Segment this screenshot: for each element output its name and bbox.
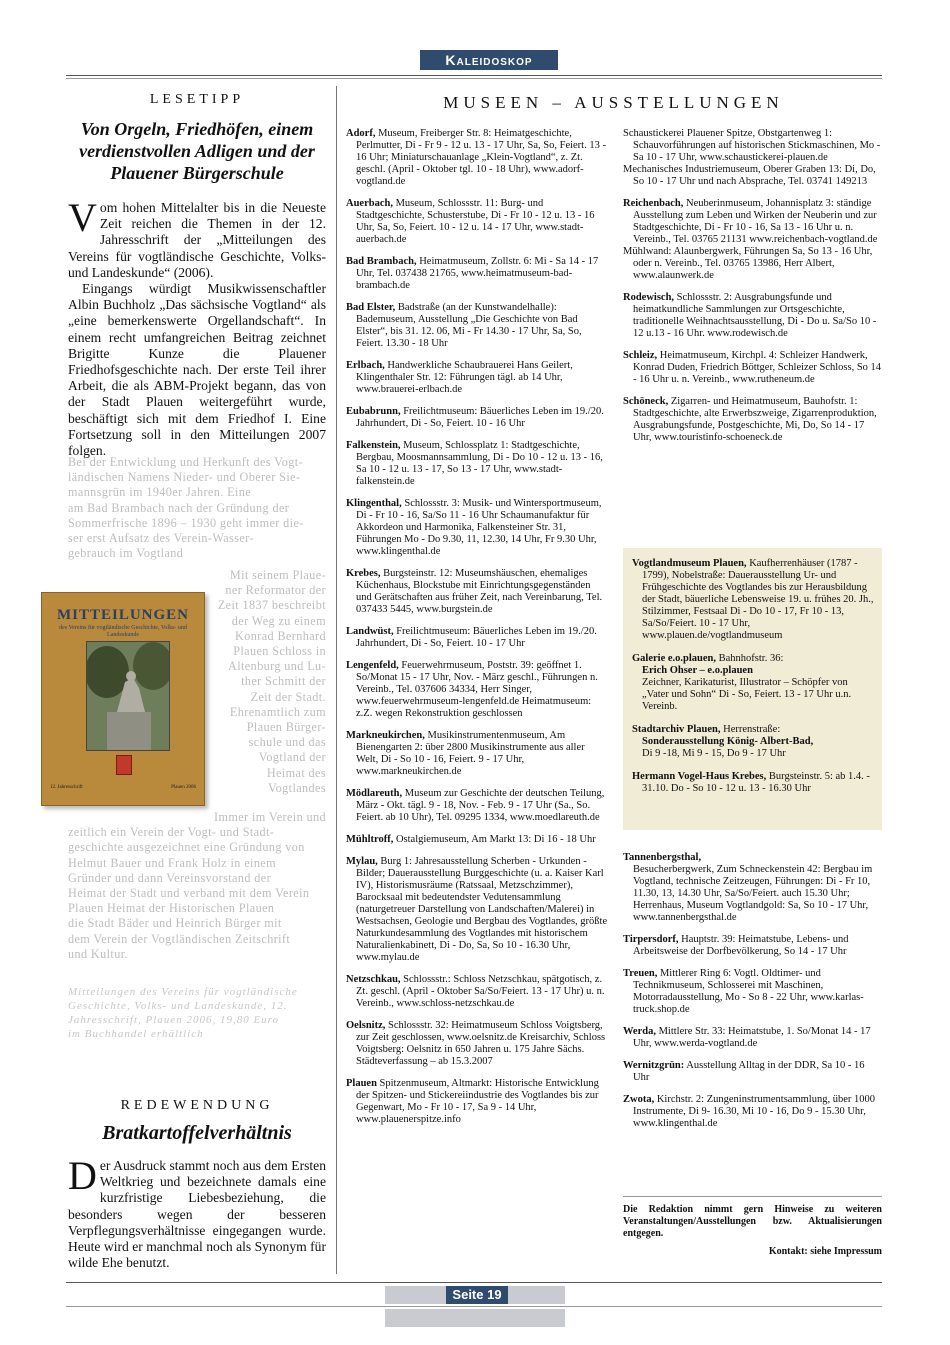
list-item: Zwota, Kirchstr. 2: Zungeninstrumentsammlung, über 1000 Instrumente, Di 9- 16.30, Mi 10 - 16, Do 9 - 15.30 Uhr, www.klingenthal.de [623, 1094, 875, 1129]
list-item: Markneukirchen, Musikinstrumentenmuseum, Am Bienengarten 2: über 2800 Musikinstrumente aus aller Welt, Di - So 10 - 16, Feiert. 9 - 17 Uhr, www.markneukirchen.de [346, 730, 585, 777]
list-item: Auerbach, Museum, Schlossstr. 11: Burg- und Stadtgeschichte, Schusterstube, Di - Fr 10 - 12 u. 13 - 16 Uhr, Sa, So, Feiert. 10 - 12 u. 14 - 17 Uhr, www.stadt-auerbach.de [346, 198, 595, 245]
editorial-note: Die Redaktion nimmt gern Hinweise zu weiteren Veranstaltungen/Ausstellungen bzw. Aktualisierungen entgegen. [623, 1204, 882, 1239]
footer-rule [66, 1282, 882, 1283]
list-item: Schleiz, Heimatmuseum, Kirchpl. 4: Schleizer Handwerk, Konrad Duden, Friedrich Böttger, Schleizer Schloss, So 14 - 16 Uhr u. n. Vereinb., www.rutheneum.de [623, 350, 882, 385]
list-item: Rodewisch, Schlossstr. 2: Ausgrabungsfunde und heimatkundliche Sammlungen zur Ortsgeschichte, traditionelle Weihnachtsausstellung, Di - Do u. Sa/So 10 - 12 u.13 - 16 Uhr. www.rodewisch.de [623, 292, 877, 339]
museum-list-col1 [346, 128, 608, 1136]
book-title: MITTEILUNGEN [56, 607, 190, 623]
statue-icon [87, 642, 169, 750]
list-item: Krebes, Burgsteinstr. 12: Museumshäuschen, ehemaliges Küchenhaus, Blockstube mit Einrichtungsgegenständen und Gerätschaften aus früher Zeit, nach Vereinbarung, Tel. 037433 5445, www.burgstein.de [346, 568, 603, 615]
list-item: Vogtlandmuseum Plauen, Kaufherrenhäuser (1787 - 1799), Nobelstraße: Dauerausstellung Ur- und Frühgeschichte des Vogtlandes bis zur Herausbildung der Stadt, bäuerliche Lebensweise 19. u. frühes 20. Jh., Stilzimmer, Festsaal Di - Do 10 - 17, Fr 10 - 13, Sa/So/Feiert. 10 - 17 Uhr, www.plauen.de/vogtlandmuseum [632, 558, 874, 641]
museen-kicker: MUSEEN – AUSSTELLUNGEN [443, 93, 784, 112]
faded-text-right: Mit seinem Plaue- ner Reformator der Zeit 1837 beschreibt der Weg zu einem Konrad Bernhard Plauen Schloss in Altenburg und Lu- ther Schmitt der Zeit der Stadt. Ehrenamtlich zum Plauen Bürger- schule und das Vogtland der Heimat des Vogtlandes [217, 568, 326, 795]
list-item: Klingenthal, Schlossstr. 3: Musik- und Wintersportmuseum, Di - Fr 10 - 16, Sa/So 11 - 16 Uhr Schaumanufaktur für Akkordeon und Harmonika, Falkensteiner Str. 31, Führungen Mo - Do 9.30, 11, 12.30, 14 Uhr, Fr 9.30 Uhr, www.klingenthal.de [346, 498, 602, 557]
list-item: Mödlareuth, Museum zur Geschichte der deutschen Teilung, März - Okt. tägl. 9 - 18, Nov. - Feb. 9 - 17 Uhr (Sa., So. Feiert. ab 10 Uhr), Tel. 09295 1334, www.moedlareuth.de [346, 788, 605, 823]
book-footer: 12. Jahresschrift Plauen 2006 [50, 785, 196, 790]
list-item: Oelsnitz, Schlossstr. 32: Heimatmuseum Schloss Voigtsberg, zur Zeit geschlossen, www.oelsnitz.de Kreisarchiv, Schloss Voigtsberg: Oelsnitz in 650 Jahren u. 175 Jahre Sächs. Städteverfassung – ab 15.3.2007 [346, 1020, 606, 1067]
paragraph-1: om hohen Mittelalter bis in die Neueste Zeit reichen die Themen in der 12. Jahresschrift der „Mitteilungen des Vereins für vogtländische Geschichte, Volks- und Landeskunde“ (2006). [68, 200, 326, 280]
list-item: Hermann Vogel-Haus Krebes, Burgsteinstr. 5: ab 1.4. - 31.10. Do - So 10 - 12 u. 13 - 16.30 Uhr [632, 771, 870, 794]
list-item: Falkenstein, Museum, Schlossplatz 1: Stadtgeschichte, Bergbau, Moosmannsammlung, Di - Do 10 - 12 u. 13 - 16, Sa 10 - 12 u. 13 - 17, So 13 - 17 Uhr, www.stadt-falkenstein.de [346, 440, 603, 487]
lesetipp-headline: Von Orgeln, Friedhöfen, einem verdienstvollen Adligen und der Plauener Bürgerschule [79, 119, 315, 183]
list-item: Landwüst, Freilichtmuseum: Bäuerliches Leben im 19./20. Jahrhundert, Di - So, Feiert. 10 - 17 Uhr [346, 626, 597, 649]
redewendung-kicker: REDEWENDUNG [120, 1098, 274, 1113]
header-rule-2 [66, 78, 882, 79]
museum-list-col2-bottom [623, 852, 882, 1140]
list-item: Mühlwand: Alaunbergwerk, Führungen Sa, So 13 - 16 Uhr, oder n. Vereinb., Tel. 03765 13986, Herr Albert, www.alaunwerk.de [623, 246, 873, 281]
list-item: Erlbach, Handwerkliche Schaubrauerei Hans Geilert, Klingenthaler Str. 12: Führungen tägl. ab 14 Uhr, www.brauerei-erlbach.de [346, 360, 573, 395]
faded-text-bottom: Immer im Verein und zeitlich ein Verein der Vogt- und Stadt- geschichte ausgezeichnet eine Gründung von Helmut Bauer und Frank Holz in einem Gründer und dann Vereinsvorstand der Heimat der Stadt und verband mit dem Verein Plauen Heimat der Historischen Plauen die Stadt Bäder und Heinrich Bürger mit dem Verein der Vogtländischen Zeitschrift und Kultur. [68, 810, 326, 961]
list-item: Treuen, Mittlerer Ring 6: Vogtl. Oldtimer- und Technikmuseum, Schlosserei mit Maschinen, Motorradausstellung, Mo - So 8 - 22 Uhr, www.karlas-truck.shop.de [623, 968, 864, 1015]
list-item: Eubabrunn, Freilichtmuseum: Bäuerliches Leben im 19./20. Jahrhundert, Di - So, Feiert. 10 - 16 Uhr [346, 406, 604, 429]
lesetipp-body [68, 195, 326, 459]
list-item: Tannenbergsthal, Besucherbergwerk, Zum Schneckenstein 42: Bergbau im Vogtland, technische Zeitzeugen, Führungen: Di - Fr 10, 11.30, 13, 14.30 Uhr, Sa/So/Feiert. auch 15.30 Uhr; Herrenhaus, Museum Vogtlandgold: Sa, So 10 - 17 Uhr, www.tannenbergsthal.de [623, 852, 873, 923]
list-item: Tirpersdorf, Hauptstr. 39: Heimatstube, Lebens- und Arbeitsweise der Dorfbevölkerung, So 14 - 17 Uhr [623, 934, 849, 957]
paragraph-2: Eingangs würdigt Musikwissenschaftler Albin Buchholz „Das sächsische Vogtland“ als „eine bemerkenswerte Orgellandschaft“. In einem recht umfangreichen Beitrag zeichnet Brigitte Kunze die Plauener Friedhofsgeschichte nach. Der erste Teil ihrer Arbeit, die als ABM-Projekt begann, das von der Stadt Plauen weitergeführt wurde, beschäftigt sich mit dem Friedhof I. Eine Fortsetzung soll in den Mitteilungen 2007 folgen. [68, 281, 326, 459]
list-item: Reichenbach, Neuberinmuseum, Johannisplatz 3: ständige Ausstellung zum Leben und Wirken der Neuberin und zur Stadtgeschichte, Di - Fr 10 - 16, Sa 13 - 16 Uhr u. n. Vereinb., Tel. 03765 21131 www.reichenbach-vogtland.de [623, 198, 878, 245]
section-header: Kaleidoskop [420, 50, 558, 70]
footer-rule-2 [66, 1306, 882, 1307]
book-photo [86, 641, 170, 751]
list-item: Bad Brambach, Heimatmuseum, Zollstr. 6: Mi - Sa 14 - 17 Uhr, Tel. 037438 21765, www.heimatmuseum-bad-brambach.de [346, 256, 599, 291]
list-item: Werda, Mittlere Str. 33: Heimatstube, 1. So/Monat 14 - 17 Uhr, www.werda-vogtland.de [623, 1026, 871, 1049]
list-item: Mylau, Burg 1: Jahresausstellung Scherben - Urkunden - Bilder; Dauerausstellung Burggeschichte (u. a. Kaiser Karl IV), Historismusräume (Ratssaal, Metzschzimmer), Barocksaal mit bedeutendster Vedutensammlung (naturgetreuer Darstellung von Landschaften/Malerei) in Westsachsen, Geologie und Bergbau des Vogtlandes, größte Naturkundesammlung des Vogtlandes mit historischem Naturalienkabinett, Di - Do, Sa, So 10 - 16.30 Uhr, www.mylau.de [346, 856, 608, 963]
note-rule [623, 1196, 882, 1197]
list-item: Adorf, Museum, Freiberger Str. 8: Heimatgeschichte, Perlmutter, Di - Fr 9 - 12 u. 13 - 17 Uhr, Sa, So, Feiert. 13 - 16 Uhr; Miniaturschauanlage „Klein-Vogtland“, z. Zt. geschl. (April - Oktober tgl. 10 - 18 Uhr), www.adorf-vogtland.de [346, 128, 606, 187]
footer-bar-lower [385, 1309, 565, 1327]
book-cover-image [41, 592, 205, 806]
faded-text-top: Bei der Entwicklung und Herkunft des Vogt- ländischen Namens Nieder- und Oberer Sie- mannsgrün im 1940er Jahren. Eine am Bad Brambach nach der Gründung der Sommerfrische 1896 – 1930 geht immer die- ser erst Aufsatz des Verein-Wasser- gebrauch im Vogtland [68, 455, 304, 561]
contact-note: Kontakt: siehe Impressum [768, 1246, 882, 1257]
list-item: Galerie e.o.plauen, Bahnhofstr. 36: Erich Ohser – e.o.plauen Zeichner, Karikaturist, Illustrator – Schöpfer von „Vater und Sohn“ Di - So, Feiert. 13 - 17 Uhr u.n. Vereinb. [632, 653, 852, 712]
book-crest-icon [116, 755, 132, 775]
redewendung-headline: Bratkartoffelverhältnis [102, 1122, 292, 1144]
list-item: Netzschkau, Schlossstr.: Schloss Netzschkau, spätgotisch, z. Zt. geschl. (April - Oktober Sa/So/Feiert. 13 - 17 Uhr) u. n. Vereinb., www.schloss-netzschkau.de [346, 974, 605, 1009]
list-item: Plauen Spitzenmuseum, Altmarkt: Historische Entwicklung der Spitzen- und Stickereiindustrie des Vogtlandes bis zur Gegenwart, Mo - Fr 10 - 17, Sa 9 - 14 Uhr, www.plauenerspitze.info [346, 1078, 599, 1125]
list-item: Schöneck, Zigarren- und Heimatmuseum, Bauhofstr. 1: Stadtgeschichte, alte Erwerbszweige, Zigarrenproduktion, Ausgrabungsfunde, Postgeschichte, Mi, Do, So 14 - 17 Uhr, www.touristinfo-schoeneck.de [623, 396, 877, 443]
faded-caption: Mitteilungen des Vereins für vogtländische Geschichte, Volks- und Landeskunde, 12. Jahresschrift, Plauen 2006, 19,80 Euro im Buchhandel erhältlich [68, 986, 298, 1040]
list-item: Stadtarchiv Plauen, Herrenstraße: Sonderausstellung König- Albert-Bad, Di 9 -18, Mi 9 - 15, Do 9 - 17 Uhr [632, 724, 814, 759]
lesetipp-kicker: LESETIPP [149, 92, 245, 107]
dropcap-d: D [68, 1153, 97, 1198]
book-subtitle: des Vereins für vogtländische Geschichte, Volks- und Landeskunde [59, 625, 187, 638]
list-item: Mechanisches Industriemuseum, Oberer Graben 13: Di, Do, So 10 - 17 Uhr und nach Absprache, Tel. 03741 149213 [623, 164, 876, 187]
redewendung-body [68, 1153, 326, 1271]
header-rule [66, 75, 882, 76]
museum-list-col2-top [623, 128, 882, 454]
plauen-callout-box [623, 548, 882, 830]
dropcap-v: V [68, 195, 97, 240]
list-item: Wernitzgrün: Ausstellung Alltag in der DDR, Sa 10 - 16 Uhr [623, 1060, 865, 1083]
paragraph-3: er Ausdruck stammt noch aus dem Ersten Weltkrieg und bezeichnete damals eine kurzfristige Liebesbeziehung, die besonders wegen der besseren Verpflegungsverhältnisse eingegangen wurde. Heute wird er manchmal noch als Synonym für wilde Ehe benutzt. [68, 1158, 326, 1271]
column-divider [336, 86, 337, 1274]
list-item: Mühltroff, Ostalgiemuseum, Am Markt 13: Di 16 - 18 Uhr [346, 834, 596, 845]
page-number: Seite 19 [446, 1286, 508, 1304]
list-item: Schaustickerei Plauener Spitze, Obstgartenweg 1: Schauvorführungen auf historischen Stickmaschinen, Mo - Sa 10 - 17 Uhr, www.schaustickerei-plauen.de [623, 128, 881, 163]
list-item: Bad Elster, Badstraße (an der Kunstwandelhalle): Bademuseum, Ausstellung „Die Geschichte von Bad Elster“, bis 31. 12. 06, Mi - Fr 14.30 - 17 Uhr, Sa, So, Feiert. 13.30 - 18 Uhr [346, 302, 582, 349]
list-item: Lengenfeld, Feuerwehrmuseum, Poststr. 39: geöffnet 1. So/Monat 15 - 17 Uhr, Nov. - März geschl., Führungen n. Vereinb., Tel. 037606 34334, Herr Singer, www.feuerwehrmuseum-lengenfeld.de Heimatmuseum: z.Z. wegen Rekonstruktion geschlossen [346, 660, 598, 719]
